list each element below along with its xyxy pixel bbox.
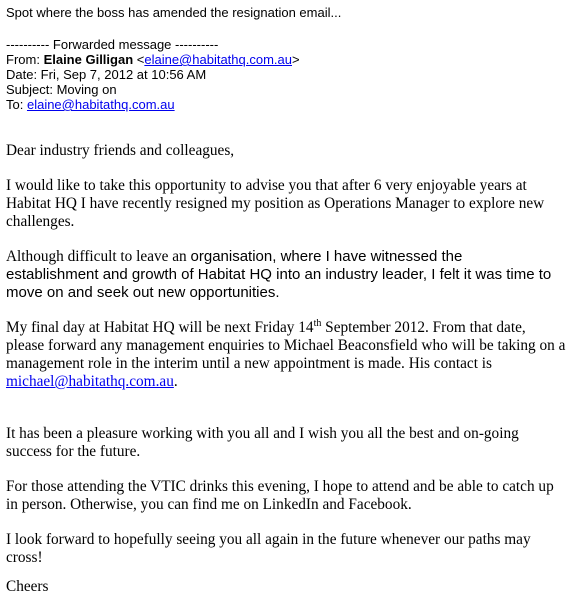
paragraph-1-line: challenges. xyxy=(6,213,75,230)
paragraph-3-line xyxy=(6,319,582,337)
paragraph-5-line: in person. Otherwise, you can find me on LinkedIn and Facebook. xyxy=(6,496,412,513)
paragraph-2-serif-text: Although difficult to leave an xyxy=(6,248,191,265)
paragraph-3-text: My final day at Habitat HQ will be next Friday 14 xyxy=(6,319,314,336)
to-line xyxy=(6,97,582,112)
from-label: From: xyxy=(6,52,44,67)
sender-name: Elaine Gilligan xyxy=(43,52,134,67)
greeting: Dear industry friends and colleagues, xyxy=(6,142,235,159)
sender-email-link[interactable]: elaine@habitathq.com.au xyxy=(144,52,292,67)
paragraph-2 xyxy=(6,248,582,302)
intro-text: Spot where the boss has amended the resignation email... xyxy=(6,5,342,20)
from-bracket-close: > xyxy=(292,52,300,67)
paragraph-3-line: please forward any management enquiries to Michael Beaconsfield who will be taking on a xyxy=(6,337,566,354)
forward-header xyxy=(6,37,582,112)
paragraph-4-line: success for the future. xyxy=(6,443,141,460)
paragraph-4 xyxy=(6,425,582,461)
paragraph-1 xyxy=(6,177,582,231)
ordinal-suffix: th xyxy=(313,318,322,329)
paragraph-6 xyxy=(6,531,582,567)
paragraph-6-line: I look forward to hopefully seeing you all again in the future whenever our paths may xyxy=(6,531,531,548)
paragraph-2-line: establishment and growth of Habitat HQ into an industry leader, I felt it was time to xyxy=(6,266,552,283)
paragraph-2-line xyxy=(6,248,582,266)
recipient-email-link[interactable]: elaine@habitathq.com.au xyxy=(26,97,175,112)
paragraph-6-line: cross! xyxy=(6,549,43,566)
date-line: Date: Fri, Sep 7, 2012 at 10:56 AM xyxy=(6,67,207,82)
from-line xyxy=(6,52,582,67)
to-label: To: xyxy=(6,97,27,112)
paragraph-2-line: move on and seek out new opportunities. xyxy=(6,284,280,301)
paragraph-5-line: For those attending the VTIC drinks this evening, I hope to attend and be able to catch up xyxy=(6,478,554,495)
forward-divider: ---------- Forwarded message ---------- xyxy=(6,37,219,52)
paragraph-1-line: I would like to take this opportunity to advise you that after 6 very enjoyable years at xyxy=(6,177,527,194)
paragraph-3-end: . xyxy=(173,373,178,390)
signoff: Cheers xyxy=(6,578,49,595)
subject-line: Subject: Moving on xyxy=(6,82,117,97)
from-bracket-open: < xyxy=(133,52,145,67)
paragraph-3 xyxy=(6,319,582,391)
paragraph-4-line: It has been a pleasure working with you all and I wish you all the best and on-going xyxy=(6,425,519,442)
michael-email-link[interactable]: michael@habitathq.com.au xyxy=(6,373,174,390)
paragraph-1-line: Habitat HQ I have recently resigned my position as Operations Manager to explore new xyxy=(6,195,545,212)
paragraph-3-line: management role in the interim until a new appointment is made. His contact is xyxy=(6,355,492,372)
paragraph-3-line xyxy=(6,373,582,391)
paragraph-5 xyxy=(6,478,582,514)
paragraph-3-text: September 2012. From that date, xyxy=(321,319,526,336)
paragraph-2-sans-text: organisation, where I have witnessed the xyxy=(190,248,463,265)
